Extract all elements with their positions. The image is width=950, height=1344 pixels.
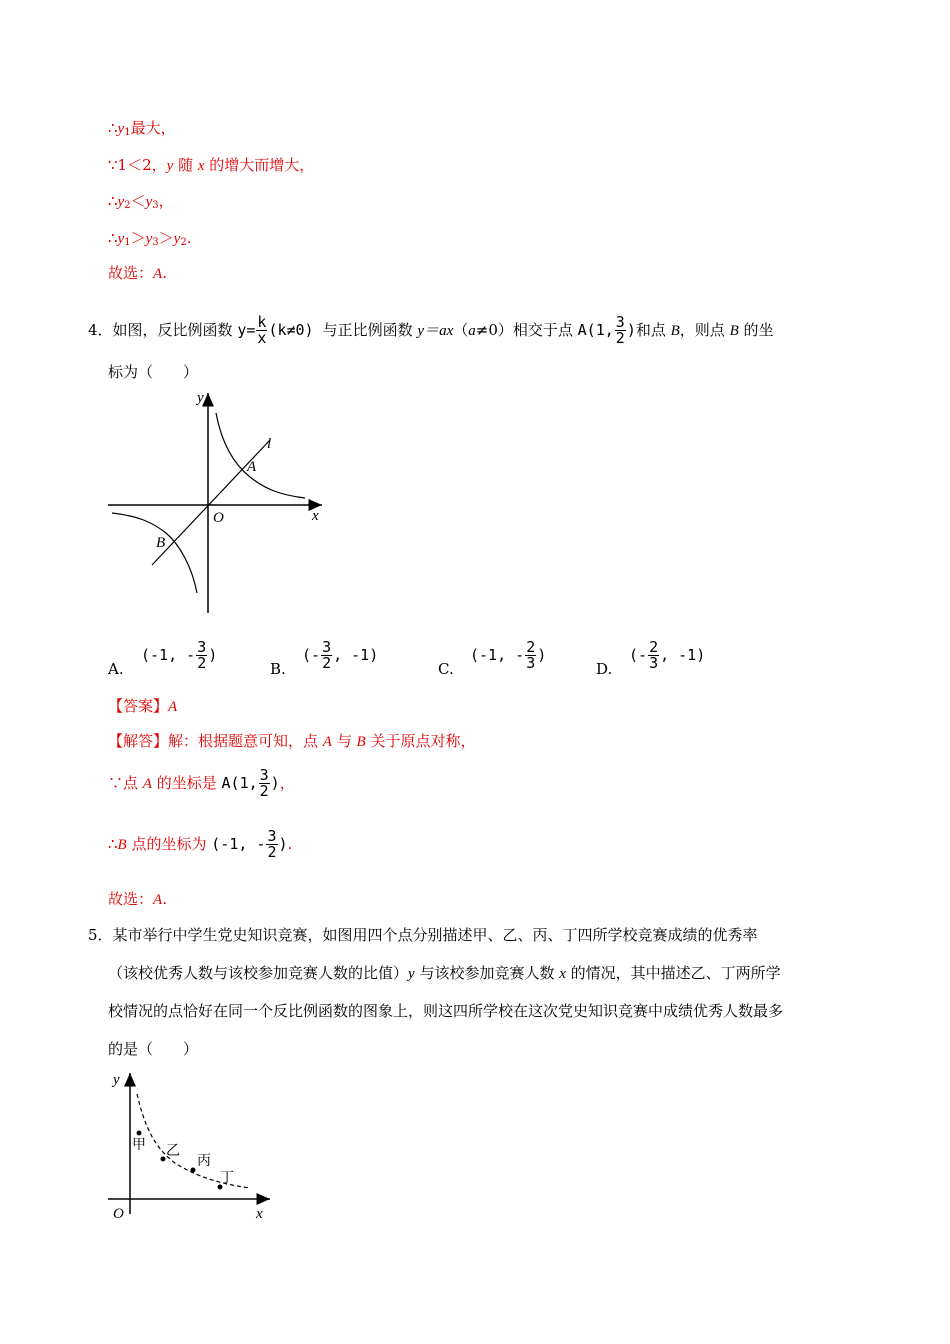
q4-label-o: O <box>213 510 224 526</box>
solution-line-4: $\therefore y_1>y_3>y_2$. <box>108 229 192 248</box>
q5-label-ding: 丁 <box>220 1170 234 1186</box>
q4-label-b: B <box>156 535 166 551</box>
q4-point-a: A(1, $\frac{3}{2}$ ) <box>577 313 636 347</box>
q4-hyperbola-branch-1 <box>216 413 305 498</box>
solution-line-2: ∵1＜2，y 随 x 的增大而增大， <box>108 156 315 174</box>
q4-analysis-line-1: 【解答】解：根据题意可知，点 A 与 B 关于原点对称， <box>108 732 476 750</box>
q4-label-a: A <box>247 459 257 475</box>
q4-label-l: l <box>267 436 272 452</box>
q5-stem-line-2: （该校优秀人数与该校参加竞赛人数的比值）y 与该校参加竞赛人数 x 的情况，其中描述乙、丁两所学 <box>108 964 781 982</box>
solution-line-3: $\therefore y_2<y_3$， <box>108 192 174 211</box>
q4-hyperbola-branch-2 <box>112 513 197 593</box>
q5-stem-line-4: 的是（ ） <box>108 1040 199 1058</box>
q4-answer: 【答案】A <box>108 697 178 715</box>
q5-point-bing <box>191 1168 196 1173</box>
q5-point-jia <box>137 1131 142 1136</box>
q5-label-yi: 乙 <box>166 1143 180 1159</box>
q4-label-x: x <box>312 508 319 524</box>
q4-analysis-line-3: ∴B 点的坐标为 (-1, - $\frac{3}{2}$ ). <box>108 827 293 861</box>
q5-label-jia: 甲 <box>132 1137 146 1153</box>
q4-stem-line-2: 标为（ ） <box>108 363 199 381</box>
q4-formula: y= $\frac{k}{x}$ (k≠0) <box>237 313 314 347</box>
q4-analysis-line-2: ∵点 A 的坐标是 A(1, $\frac{3}{2}$ )， <box>108 766 295 800</box>
solution-conclusion: 故选：A. <box>108 264 167 282</box>
q5-label-x: x <box>256 1206 263 1222</box>
q5-stem-line-1: 5．某市举行中学生党史知识竞赛，如图用四个点分别描述甲、乙、丙、丁四所学校竞赛成绩的优秀率 <box>88 926 758 944</box>
q5-label-o: O <box>113 1206 124 1222</box>
q4-label-y: y <box>197 390 204 406</box>
q4-stem-line-1: 4．如图，反比例函数 y= $\frac{k}{x}$ (k≠0) 与正比例函数 y＝ax（a≠0）相交于点 A(1, $\frac{3}{2}$ )和点 B，则点 B 的坐 <box>88 313 774 347</box>
q5-stem-line-3: 校情况的点恰好在同一个反比例函数的图象上，则这四所学校在这次党史知识竞赛中成绩优秀人数最多 <box>108 1002 784 1020</box>
q5-label-bing: 丙 <box>197 1153 211 1169</box>
solution-line-1: $\therefore y_1$最大， <box>108 119 176 138</box>
q4-final-answer: 故选：A. <box>108 890 167 908</box>
q5-label-y: y <box>113 1072 120 1088</box>
q4-graph <box>100 385 340 620</box>
q5-point-yi <box>161 1157 166 1162</box>
q5-graph <box>100 1068 280 1223</box>
